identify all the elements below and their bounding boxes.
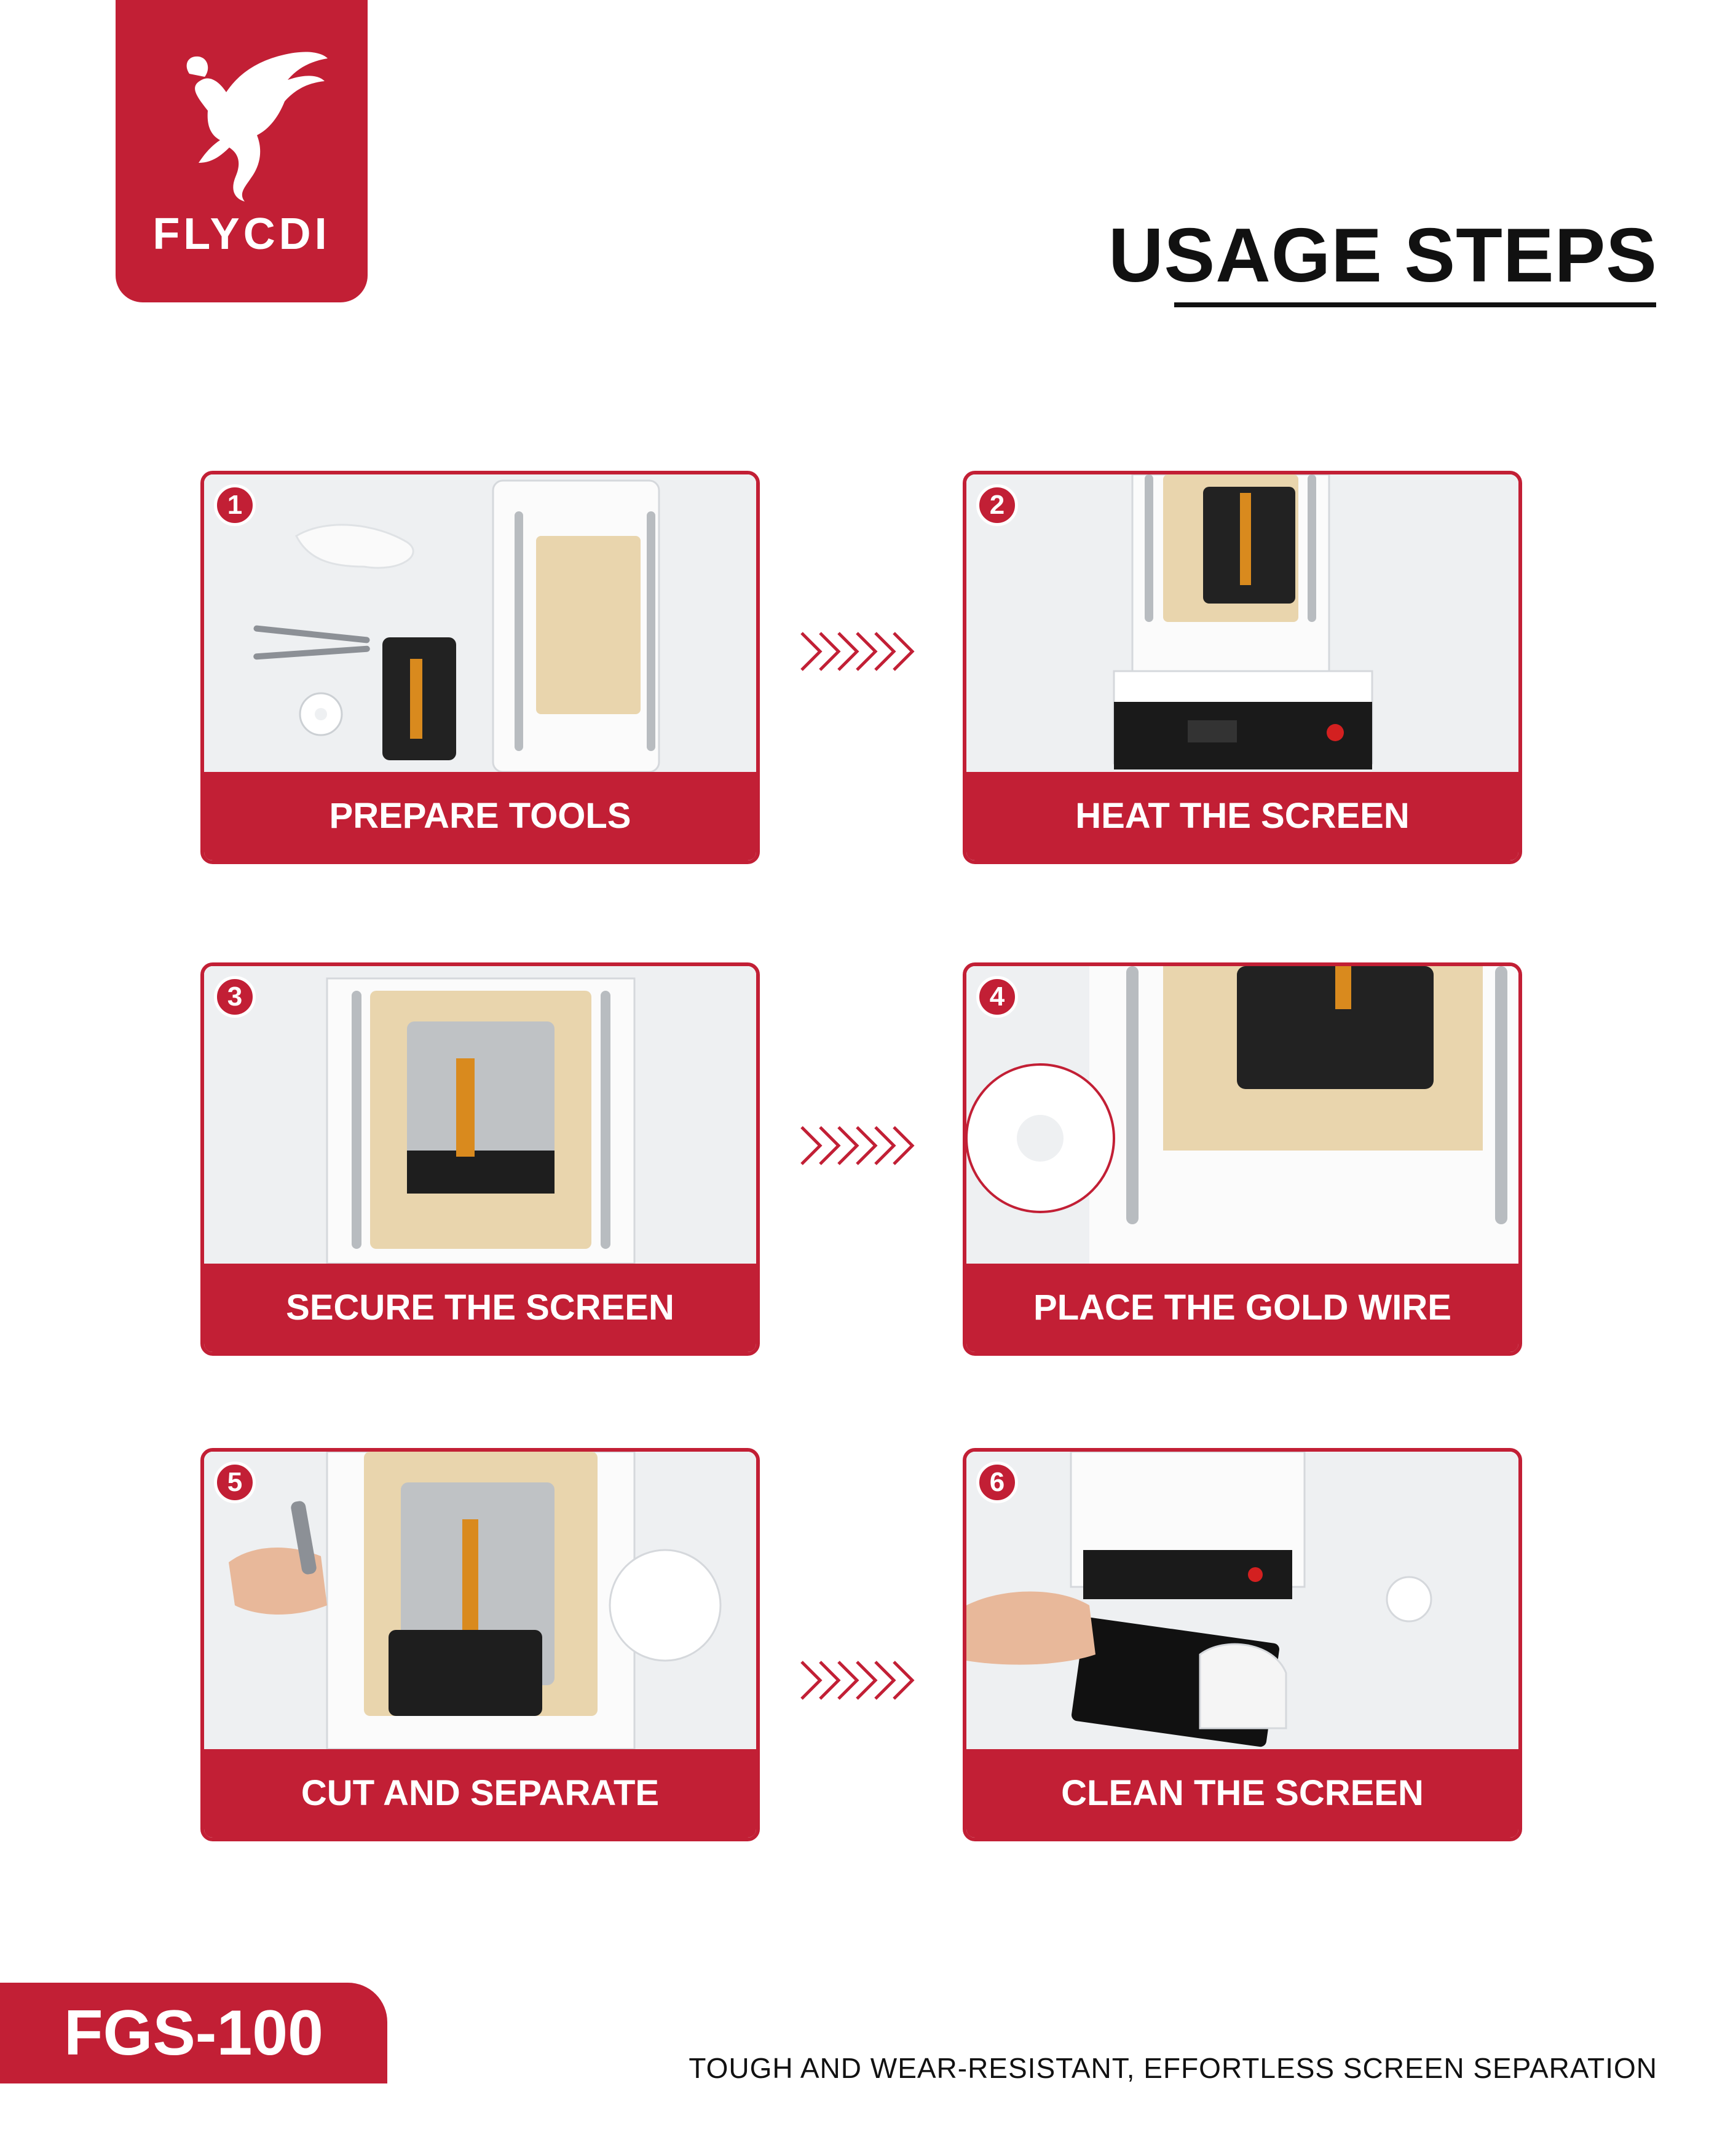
step-card-6 <box>963 1448 1522 1841</box>
step-photo-5 <box>204 1452 756 1749</box>
tagline: TOUGH AND WEAR-RESISTANT, EFFORTLESS SCREEN SEPARATION <box>689 2052 1657 2084</box>
step-label: CUT AND SEPARATE <box>204 1749 756 1838</box>
step-photo-3 <box>204 966 756 1264</box>
step-photo-1 <box>204 474 756 772</box>
step-label: HEAT THE SCREEN <box>966 772 1518 860</box>
step-number-badge: 3 <box>214 976 256 1018</box>
step-card-2 <box>963 471 1522 864</box>
brand-name: FLYCDI <box>152 210 331 259</box>
step-photo-2 <box>966 474 1518 772</box>
step-card-4 <box>963 962 1522 1356</box>
step-number-badge: 2 <box>976 484 1018 526</box>
title-underline <box>1174 302 1656 307</box>
chevrons-right-icon <box>795 1657 918 1704</box>
step-number-badge: 5 <box>214 1462 256 1503</box>
step-photo-6 <box>966 1452 1518 1749</box>
chevrons-right-icon <box>795 1122 918 1169</box>
step-card-1 <box>200 471 760 864</box>
step-label: SECURE THE SCREEN <box>204 1264 756 1352</box>
step-number-badge: 1 <box>214 484 256 526</box>
step-photo-4 <box>966 966 1518 1264</box>
step-card-3 <box>200 962 760 1356</box>
page-title: USAGE STEPS <box>1108 213 1657 298</box>
step-label: PREPARE TOOLS <box>204 772 756 860</box>
step-label: CLEAN THE SCREEN <box>966 1749 1518 1838</box>
step-number-badge: 6 <box>976 1462 1018 1503</box>
pegasus-icon <box>152 37 331 203</box>
step-number-badge: 4 <box>976 976 1018 1018</box>
step-label: PLACE THE GOLD WIRE <box>966 1264 1518 1352</box>
brand-logo <box>116 0 368 302</box>
chevrons-right-icon <box>795 628 918 675</box>
model-badge: FGS-100 <box>0 1983 387 2083</box>
step-card-5 <box>200 1448 760 1841</box>
